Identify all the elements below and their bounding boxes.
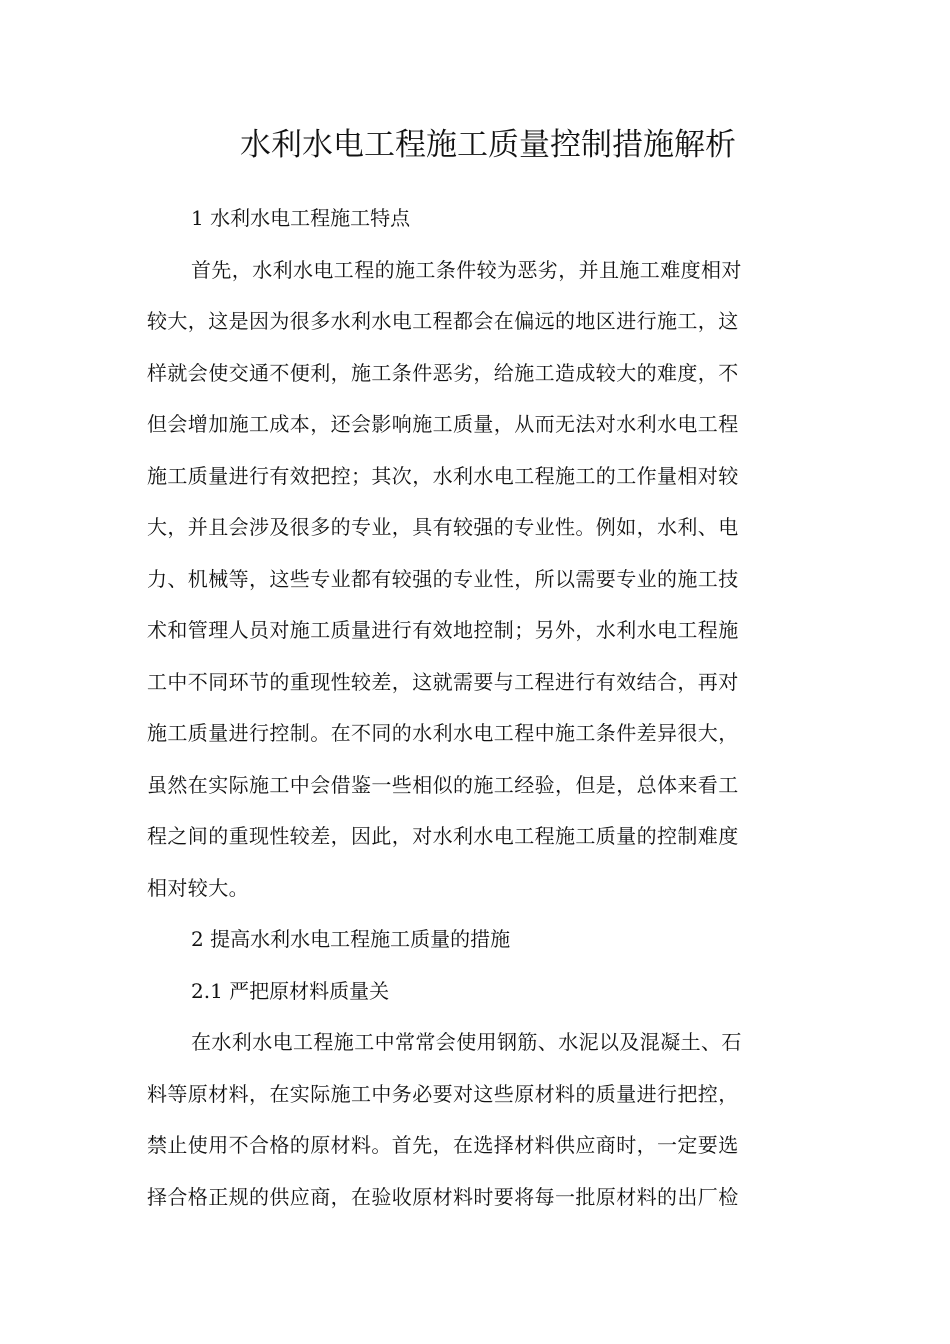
section-1-heading: 1 水利水电工程施工特点 [191,206,411,230]
paragraph-line: 程之间的重现性较差，因此，对水利水电工程施工质量的控制难度 [147,824,739,848]
paragraph-line: 样就会使交通不便利，施工条件恶劣，给施工造成较大的难度，不 [147,360,739,385]
section-2-1-subheading: 2.1 严把原材料质量关 [191,978,390,1003]
paragraph-line: 虽然在实际施工中会借鉴一些相似的施工经验，但是，总体来看工 [147,772,739,797]
paragraph-line: 料等原材料，在实际施工中务必要对这些原材料的质量进行把控， [147,1081,739,1106]
paragraph-line: 术和管理人员对施工质量进行有效地控制；另外，水利水电工程施 [147,618,739,642]
paragraph-line: 大，并且会涉及很多的专业，具有较强的专业性。例如，水利、电 [147,515,739,539]
section-2-heading: 2 提高水利水电工程施工质量的措施 [191,927,511,951]
paragraph-line: 施工质量进行控制。在不同的水利水电工程中施工条件差异很大， [147,721,739,745]
paragraph-line: 首先，水利水电工程的施工条件较为恶劣，并且施工难度相对 [191,257,742,282]
paragraph-line: 但会增加施工成本，还会影响施工质量，从而无法对水利水电工程 [147,412,739,436]
paragraph-line: 力、机械等，这些专业都有较强的专业性，所以需要专业的施工技 [147,566,739,591]
section-2-1-paragraph [147,1017,803,1223]
section-1-paragraph [147,245,803,915]
paragraph-line: 工中不同环节的重现性较差，这就需要与工程进行有效结合，再对 [147,669,739,694]
document-title: 水利水电工程施工质量控制措施解析 [240,127,736,163]
paragraph-line: 禁止使用不合格的原材料。首先，在选择材料供应商时，一定要选 [147,1133,739,1157]
paragraph-line: 择合格正规的供应商，在验收原材料时要将每一批原材料的出厂检 [147,1184,739,1209]
paragraph-line: 较大，这是因为很多水利水电工程都会在偏远的地区进行施工，这 [147,309,739,333]
paragraph-line: 施工质量进行有效把控；其次，水利水电工程施工的工作量相对较 [147,463,739,488]
document-body [147,193,803,1223]
paragraph-line: 相对较大。 [147,875,249,900]
paragraph-line: 在水利水电工程施工中常常会使用钢筋、水泥以及混凝土、石 [191,1030,742,1054]
